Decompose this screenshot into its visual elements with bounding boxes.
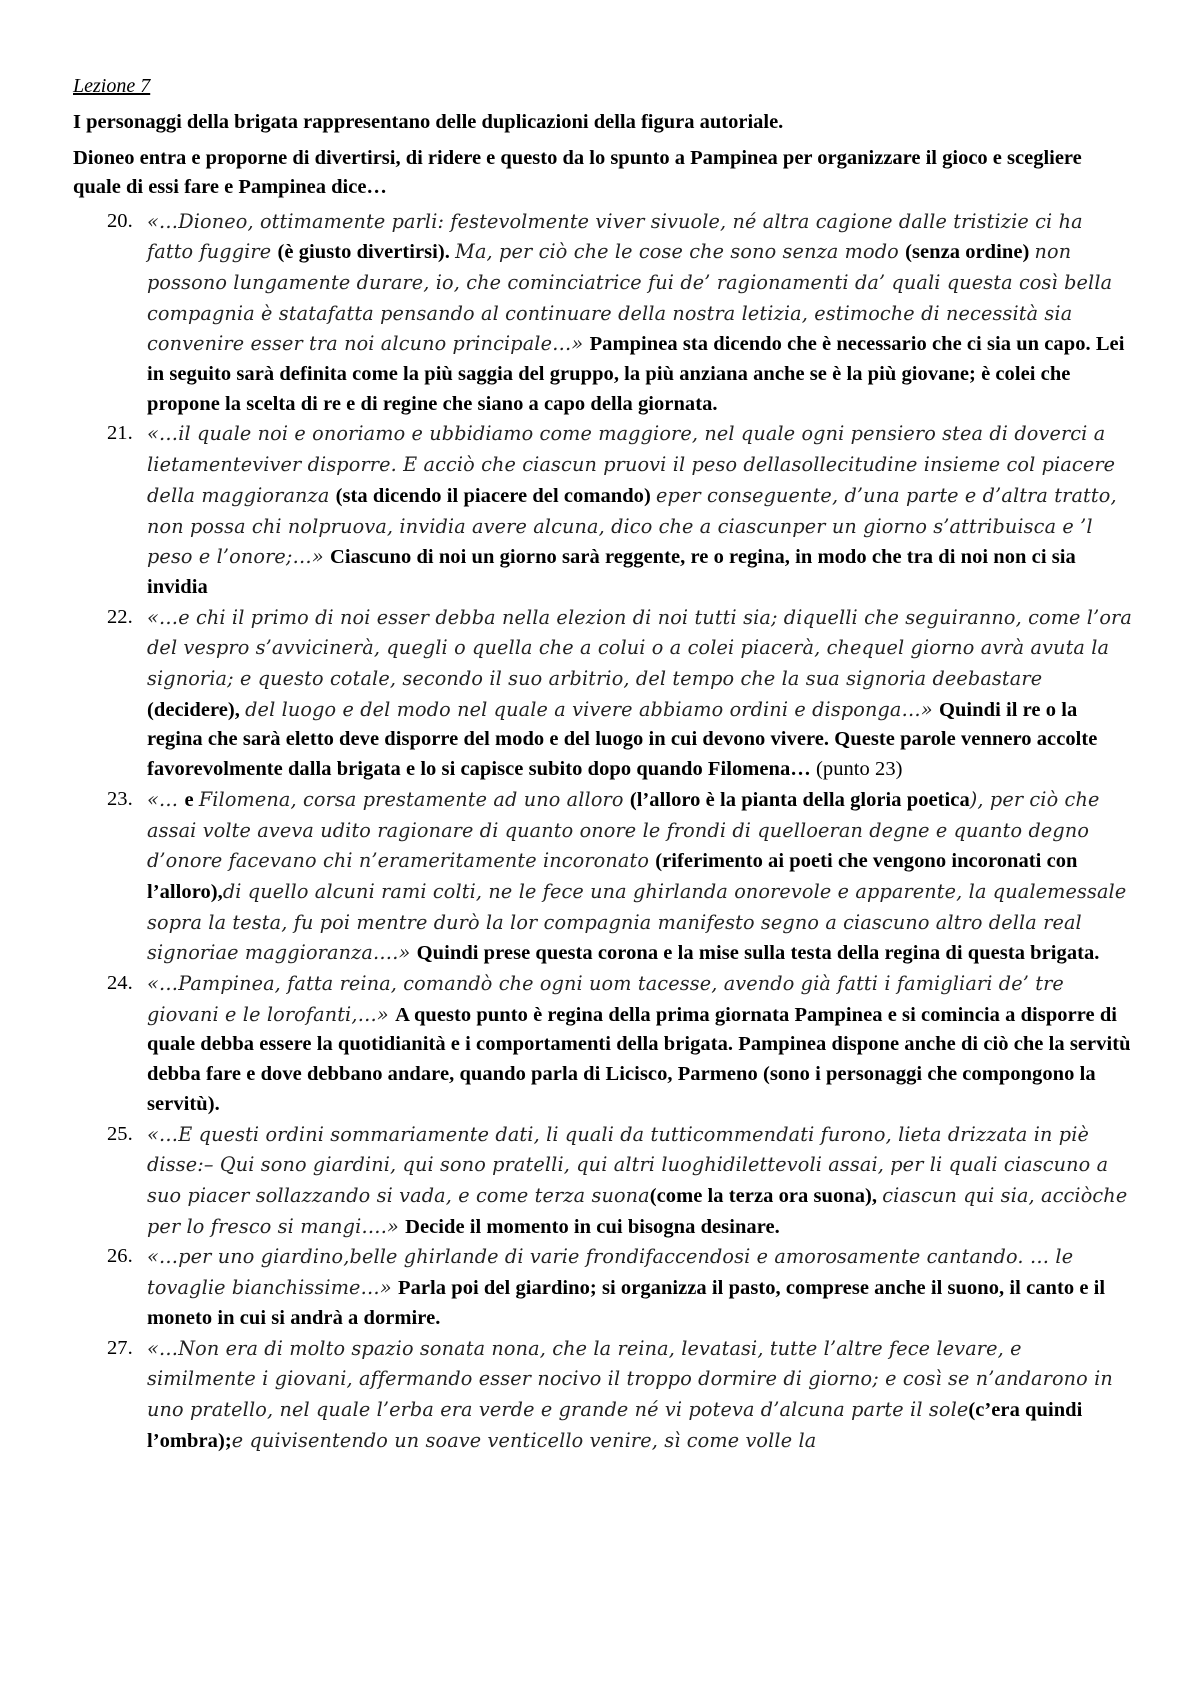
commentary-text: A questo punto è regina della prima giornata Pampinea e si comincia a disporre di quale debba essere la quotidianità e i comportamenti della brigata. Pampinea dispone anche di ciò che la servitù debba fare e dove debbano andare, quando parla di Licisco, Parmeno (sono i personaggi che compongono la servitù). [147, 1003, 1131, 1115]
document-body [73, 72, 1133, 1456]
quotation-text: eper conseguente, d’una parte e d’altra tratto, non possa chi nolpruova, invidia avere alcuna, dico che a ciascunper un giorno s’attribuisca e ’l peso e l’onore;…» [147, 483, 1117, 569]
quotation-text: «…Dioneo, ottimamente parli: festevolmente viver sivuole, né altra cagione dalle tristizie ci ha fatto fuggire [147, 209, 1083, 264]
passage-number: 25. [107, 1122, 133, 1145]
passage-number: 26. [107, 1245, 133, 1268]
commentary-text: Decide il momento in cui bisogna desinare. [405, 1215, 780, 1238]
passage-list [73, 207, 1133, 1457]
commentary-text: e [184, 788, 199, 811]
quotation-text: ), per ciò che assai volte aveva udito ragionare di quanto onore le frondi di quelloeran degne e quanto degno d’onore facevano chi n’erameritamente incoronato [147, 787, 1100, 873]
commentary-text: Quindi prese questa corona e la mise sulla testa della regina di questa brigata. [416, 942, 1100, 965]
quotation-text: Filomena, corsa prestamente ad uno alloro [198, 787, 630, 811]
intro-paragraph-1: I personaggi della brigata rappresentano delle duplicazioni della figura autoriale. [73, 111, 784, 133]
quotation-text: e quivisentendo un soave venticello venire, sì come volle la [231, 1428, 817, 1452]
passage-number: 22. [107, 605, 133, 628]
commentary-text: (riferimento ai poeti che vengono incoronati con l’alloro), [147, 850, 1078, 903]
commentary-text: (è giusto divertirsi). [277, 241, 456, 264]
passage-item [73, 785, 1133, 969]
quotation-text: Ma, per ciò che le cose che sono senza modo [455, 240, 906, 264]
passage-number: 21. [107, 422, 133, 445]
commentary-text: (c’era quindi l’ombra); [147, 1398, 1083, 1452]
quotation-text: di quello alcuni rami colti, ne le fece una ghirlanda onorevole e apparente, la qualemessale sopra la testa, fu poi mentre durò la lor compagnia manifesto segno a ciascuno altro della real signoriae maggioranza….» [147, 879, 1127, 965]
commentary-text: (sta dicendo il piacere del comando) [335, 484, 656, 507]
passage-number: 20. [107, 209, 133, 232]
quotation-text: «…e chi il primo di noi esser debba nella elezion di noi tutti sia; diquelli che seguiranno, come l’ora del vespro s’avvicinerà, quegli o quella che a colui o a colei piacerà, chequel giorno avrà avuta la signoria; e questo cotale, secondo il suo arbitrio, del tempo che la sua signoria deebastare [147, 605, 1132, 691]
commentary-text: Pampinea sta dicendo che è necessario che ci sia un capo. Lei in seguito sarà definita come la più saggia del gruppo, la più anziana anche se è la più giovane; è colei che propone la scelta di re e di regine che siano a capo della giornata. [147, 333, 1125, 415]
commentary-text: (l’alloro è la pianta della gloria poetica [629, 788, 970, 811]
commentary-text: (decidere), [147, 698, 246, 721]
commentary-text: Ciascuno di noi un giorno sarà reggente, re o regina, in modo che tra di noi non ci sia invidia [147, 546, 1076, 598]
commentary-text: Parla poi del giardino; si organizza il pasto, comprese anche il suono, il canto e il moneto in cui si andrà a dormire. [147, 1277, 1106, 1329]
commentary-text: (punto 23) [816, 758, 903, 781]
quotation-text: «…E questi ordini sommariamente dati, li quali da tutticommendati furono, lieta drizzata in piè disse:– Qui sono giardini, qui sono pratelli, qui altri luoghidilettevoli assai, per li quali ciascuno a suo piacer sollazzando si vada, e come terza suona [147, 1122, 1109, 1207]
quotation-text: «… [147, 787, 185, 811]
quotation-text: «…per uno giardino,belle ghirlande di varie frondifaccendosi e amorosamente cantando. … le tovaglie bianchissime…» [147, 1245, 1074, 1300]
quotation-text: ciascun qui sia, acciòche per lo fresco si mangi….» [147, 1184, 1128, 1238]
intro-paragraph-2: Dioneo entra e proporne di divertirsi, di ridere e questo da lo spunto a Pampinea per organizzare il gioco e scegliere quale di essi fare e Pampinea dice… [73, 146, 1082, 198]
lesson-title: Lezione 7 [73, 75, 151, 97]
commentary-text: (come la terza ora suona), [649, 1185, 883, 1207]
passage-number: 23. [107, 787, 133, 810]
passage-number: 24. [107, 972, 133, 995]
passage-item [73, 1334, 1133, 1457]
quotation-text: «…il quale noi e onoriamo e ubbidiamo come maggiore, nel quale ogni pensiero stea di doverci a lietamenteviver disporre. E acciò che ciascun pruovi il peso dellasollecitudine insieme col piacere della maggioranza [147, 422, 1116, 507]
passage-item [73, 207, 1133, 420]
commentary-text: Quindi il re o la regina che sarà eletto deve disporre del modo e del luogo in cui devono vivere. Queste parole vennero accolte favorevolmente dalla brigata e lo si capisce subito dopo quando Filomena… [147, 698, 1098, 781]
quotation-text: del luogo e del modo nel quale a vivere abbiamo ordini e disponga…» [245, 697, 939, 721]
passage-item [73, 969, 1133, 1120]
passage-number: 27. [107, 1336, 133, 1359]
quotation-text: «…Non era di molto spazio sonata nona, che la reina, levatasi, tutte l’altre fece levare, e similmente i giovani, affermando esser nocivo il troppo dormire di giorno; e così se n’andarono in uno pratello, nel quale l’erba era verde e grande né vi poteva d’alcuna parte il sole [147, 1336, 1113, 1421]
passage-item [73, 419, 1133, 602]
quotation-text: «…Pampinea, fatta reina, comandò che ogni uom tacesse, avendo già fatti i famigliari de’ tre giovani e le lorofanti,…» [147, 972, 1064, 1026]
quotation-text: non possono lungamente durare, io, che cominciatrice fui de’ ragionamenti da’ quali questa così bella compagnia è statafatta pensando al continuare della nostra letizia, estimoche di necessità sia convenire esser tra noi alcuno principale…» [147, 240, 1113, 356]
passage-item [73, 603, 1133, 785]
passage-item [73, 1120, 1133, 1243]
passage-item [73, 1242, 1133, 1333]
commentary-text: (senza ordine) [905, 241, 1035, 264]
